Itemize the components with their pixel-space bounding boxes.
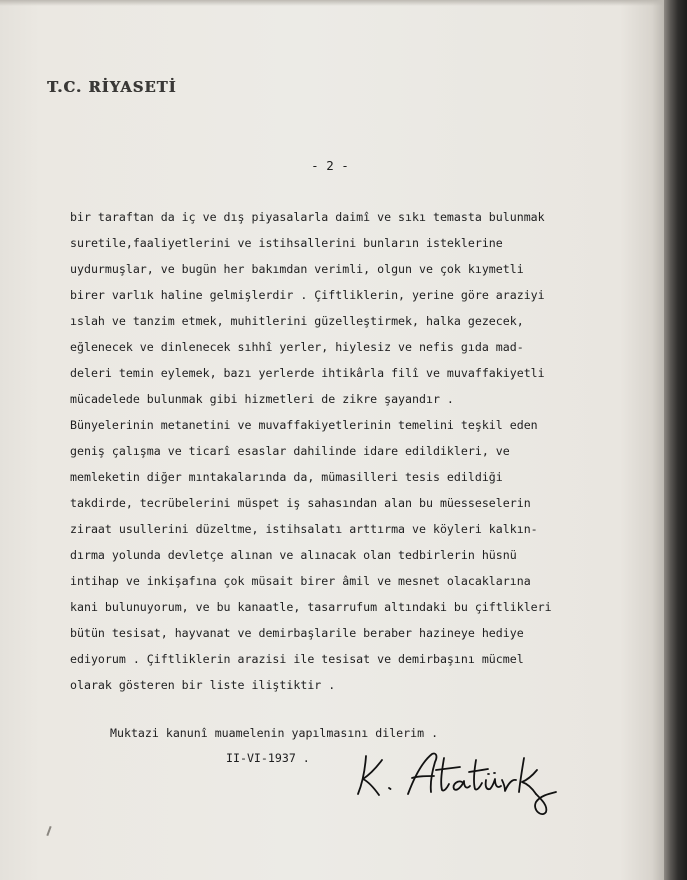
body-line: eğlenecek ve dinlenecek sıhhî yerler, hiylesiz ve nefis gıda mad- <box>70 340 524 354</box>
book-binding <box>664 0 687 880</box>
signature <box>352 748 562 820</box>
page-top-shadow <box>0 0 664 6</box>
body-line: mücadelede bulunmak gibi hizmetleri de zikre şayandır . <box>70 392 454 406</box>
body-line: suretile,faaliyetlerini ve istihsallerini bunların isteklerine <box>70 236 503 250</box>
body-line: kani bulunuyorum, ve bu kanaatle, tasarrufum altındaki bu çiftlikleri <box>70 600 552 614</box>
body-line: dırma yolunda devletçe alınan ve alınacak olan tedbirlerin hüsnü <box>70 548 517 562</box>
body-line: birer varlık haline gelmişlerdir . Çiftliklerin, yerine göre araziyi <box>70 288 545 302</box>
margin-mark <box>46 826 51 836</box>
body-line: olarak gösteren bir liste iliştiktir . <box>70 678 336 692</box>
body-line: deleri temin eylemek, bazı yerlerde ihtikârla filî ve muvaffakiyetli <box>70 366 545 380</box>
body-line: memleketin diğer mıntakalarında da, mümasilleri tesis edildiği <box>70 470 503 484</box>
body-line: intihap ve inkişafına çok müsait birer âmil ve mesnet olacaklarına <box>70 574 531 588</box>
letterhead: T.C. RİYASETİ <box>47 79 177 96</box>
body-line: geniş çalışma ve ticarî esaslar dahilinde idare edildikleri, ve <box>70 444 510 458</box>
page-number: - 2 - <box>311 158 349 173</box>
closing-line: Muktazi kanunî muamelenin yapılmasını dilerim . <box>110 726 439 740</box>
body-line: bir taraftan da iç ve dış piyasalarla daimî ve sıkı temasta bulunmak <box>70 210 545 224</box>
body-line: bütün tesisat, hayvanat ve demirbaşlarile beraber hazineye hediye <box>70 626 524 640</box>
letter-date: II-VI-1937 . <box>226 751 310 765</box>
body-line: ziraat usullerini düzeltme, istihsalatı arttırma ve köyleri kalkın- <box>70 522 538 536</box>
body-line: Bünyelerinin metanetini ve muvaffakiyetlerinin temelini teşkil eden <box>70 418 538 432</box>
body-line: uydurmuşlar, ve bugün her bakımdan verimli, olgun ve çok kıymetli <box>70 262 524 276</box>
body-line: ıslah ve tanzim etmek, muhitlerini güzelleştirmek, halka gezecek, <box>70 314 524 328</box>
body-line: ediyorum . Çiftliklerin arazisi ile tesisat ve demirbaşını mücmel <box>70 652 524 666</box>
body-line: takdirde, tecrübelerini müspet iş sahasından alan bu müesseselerin <box>70 496 531 510</box>
